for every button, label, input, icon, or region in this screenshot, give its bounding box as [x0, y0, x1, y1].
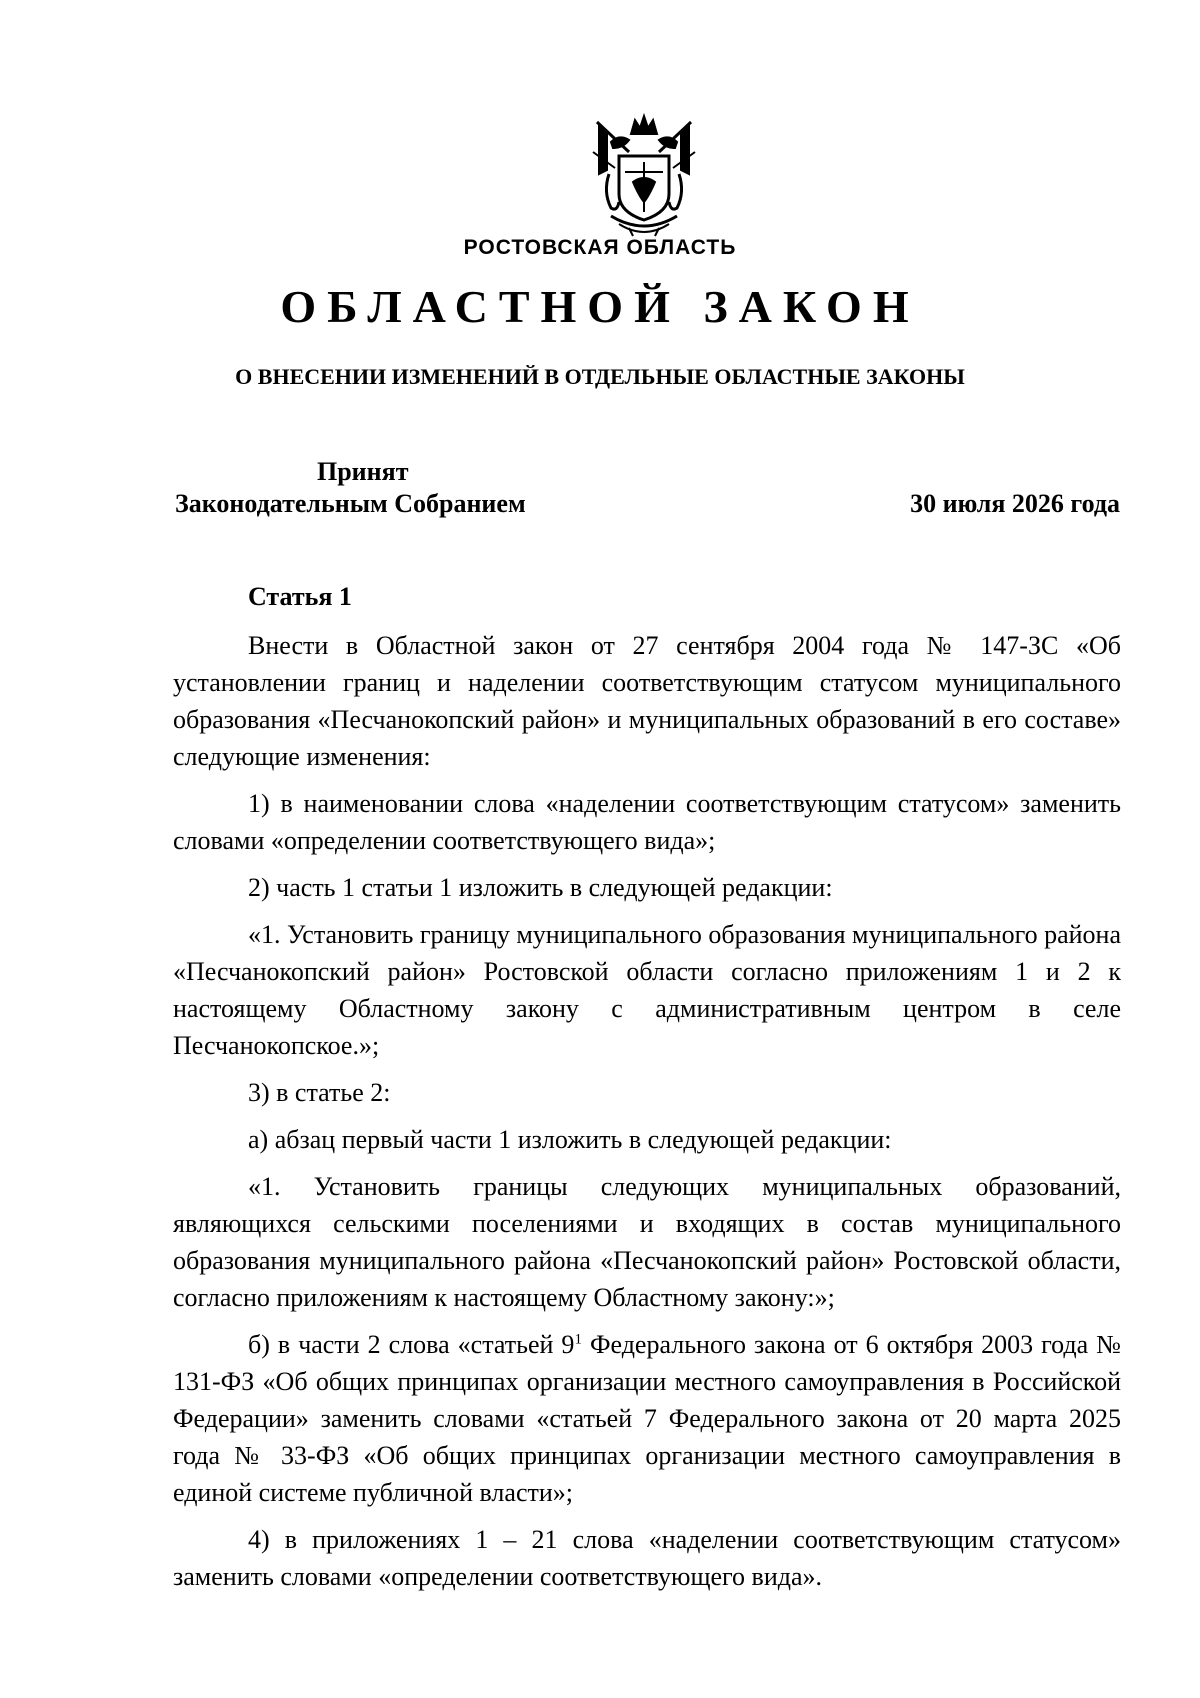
paragraph: «1. Установить границу муниципального образования муниципального района «Песчанокопский район» Ростовской области согласно приложениям 1 и 2 к настоящему Областному закону с административным центром в селе Песчанокопское.»; [173, 920, 1121, 1060]
paragraph: 2) часть 1 статьи 1 изложить в следующей редакции: [248, 873, 833, 902]
paragraph: 1) в наименовании слова «наделении соответствующим статусом» заменить словами «определении соответствующего вида»; [173, 789, 1121, 855]
law-subject: О ВНЕСЕНИИ ИЗМЕНЕНИЙ В ОТДЕЛЬНЫЕ ОБЛАСТНЫЕ ЗАКОНЫ [235, 364, 965, 389]
region-name: РОСТОВСКАЯ ОБЛАСТЬ [463, 236, 737, 259]
article-body [173, 627, 1121, 1605]
adopting-body: Законодательным Собранием [175, 489, 526, 518]
paragraph: а) абзац первый части 1 изложить в следующей редакции: [248, 1125, 892, 1154]
paragraph: «1. Установить границы следующих муниципальных образований, являющихся сельскими поселениями и входящих в состав муниципального образования муниципального района «Песчанокопский район» Ростовской области, согласно приложениям к настоящему Областному закону:»; [173, 1172, 1121, 1312]
paragraph: 3) в статье 2: [248, 1078, 391, 1107]
paragraph-b-text: б) в части 2 слова «статьей 9 [248, 1330, 575, 1359]
paragraph: Внести в Областной закон от 27 сентября 2004 года № 147-ЗС «Об установлении границ и наделении соответствующим статусом муниципального образования «Песчанокопский район» и муниципальных образований в его составе» следующие изменения: [173, 631, 1121, 771]
article-title: Статья 1 [248, 582, 352, 611]
adopted-label: Принят [317, 457, 409, 486]
document-type-title: ОБЛАСТНОЙ ЗАКОН [280, 281, 920, 332]
adoption-info [175, 456, 575, 520]
adoption-date: 30 июля 2026 года [910, 489, 1120, 518]
superscript: 1 [574, 1331, 582, 1348]
paragraph-b-text-rest: Федерального закона от 6 октября 2003 года № 131-ФЗ «Об общих принципах организации местного самоуправления в Российской Федерации» заменить словами «статьей 7 Федерального закона от 20 марта 2025 года № 33-ФЗ «Об общих принципах организации местного самоуправления в единой системе публичной власти»; [173, 1330, 1121, 1507]
paragraph: 4) в приложениях 1 – 21 слова «наделении соответствующим статусом» заменить словами «определении соответствующего вида». [173, 1525, 1121, 1591]
paragraph-b [173, 1326, 1121, 1511]
coat-of-arms-icon [589, 112, 699, 240]
